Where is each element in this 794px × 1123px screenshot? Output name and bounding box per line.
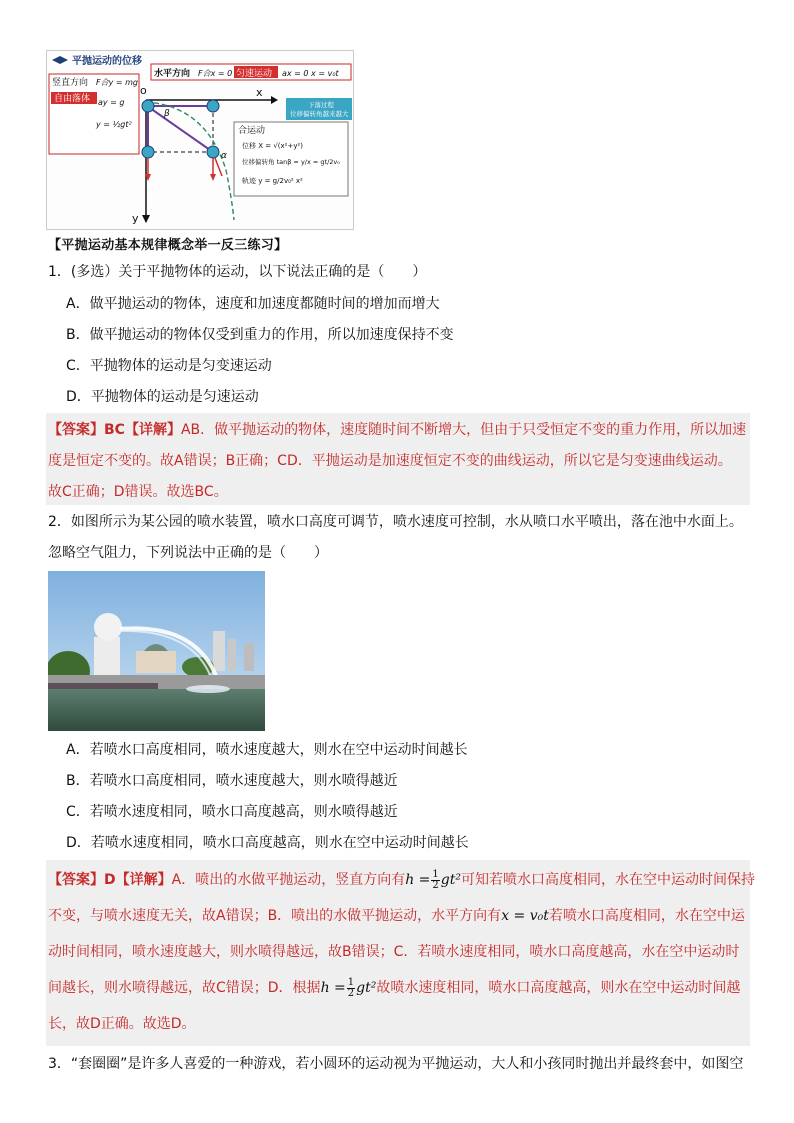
svg-text:α: α [221, 151, 227, 161]
y-formula: y = ½gt² [96, 120, 132, 129]
question-1-option-c: C．平抛物体的运动是匀变速运动 [66, 358, 272, 374]
question-2-option-d: D．若喷水速度相同，喷水口高度越高，则水在空中运动时间越长 [66, 835, 469, 851]
displacement-formula: 位移 X = √(x²+y²) [242, 142, 304, 150]
note-line-1: 下落过程 [308, 101, 334, 109]
horizontal-force: F合x = 0 [198, 69, 233, 78]
uniform-label: 匀速运动 [236, 69, 273, 79]
figure-title: 平抛运动的位移 [72, 56, 142, 67]
vertical-force: F合y = mg [96, 78, 138, 87]
question-2-option-a: A．若喷水口高度相同，喷水速度越大，则水在空中运动时间越长 [66, 742, 468, 758]
question-3-stem: 3．“套圈圈”是许多人喜爱的一种游戏，若小圆环的运动视为平抛运动，大人和小孩同时抛出并最终套中，如图空 [48, 1056, 744, 1072]
trajectory-formula: 轨迹 y = g/2v₀² x² [242, 177, 303, 185]
vertical-label: 竖直方向 [52, 78, 89, 88]
question-2-stem-line-2: 忽略空气阻力，下列说法中正确的是（ ） [48, 545, 328, 561]
note-line-2: 位移偏转角越来越大 [290, 110, 349, 118]
origin-label: o [140, 84, 147, 97]
x-axis-label: x [256, 86, 263, 99]
projectile-displacement-figure [46, 50, 354, 230]
fountain-photo [48, 571, 265, 731]
y-axis-label: y [132, 212, 139, 225]
ay-label: ay = g [98, 98, 125, 107]
answer-tag: 【答案】BC【详解】 [48, 422, 181, 438]
question-1-option-d: D．平抛物体的运动是匀速运动 [66, 389, 259, 405]
svg-text:β: β [164, 109, 170, 119]
question-2-stem-line-1: 2．如图所示为某公园的喷水装置，喷水口高度可调节，喷水速度可控制，水从喷口水平喷出，落在池中水面上。 [48, 514, 743, 530]
horizontal-label: 水平方向 [154, 69, 191, 79]
question-2-option-b: B．若喷水口高度相同，喷水速度越大，则水喷得越近 [66, 773, 398, 789]
combined-label: 合运动 [238, 126, 266, 136]
free-fall-label: 自由落体 [54, 94, 91, 104]
deflection-formula: 位移偏转角 tanβ = y/x = gt/2v₀ [242, 158, 340, 166]
question-2-answer: 【答案】D【详解】A．喷出的水做平抛运动，竖直方向有h = $\frac{1}{2}$ gt²可知若喷水口高度相同，水在空中运动时间保持 不变，与喷水速度无关，故A错误；B．喷出的水做平抛运动，水平方向有x = v₀t若喷水口高度相同，水在空中运 动时间相同，喷水速度越大，则水喷得越远，故B错误；C．若喷水速度相同，喷水口高度越高，水在空中运动时 间越长，则水喷得越远，故C错误；D．根据h = $\frac{1}{2}$ gt²故喷水速度相同，喷水口高度越高，则水在空中运动时间越 长，故D正确。故选D。 [46, 860, 750, 1046]
ax-label: ax = 0 x = v₀t [282, 69, 339, 78]
question-1-option-b: B．做平抛运动的物体仅受到重力的作用，所以加速度保持不变 [66, 327, 454, 343]
question-1-stem: 1．(多选）关于平抛物体的运动，以下说法正确的是（ ） [48, 264, 427, 280]
question-1-answer: 【答案】BC【详解】AB．做平抛运动的物体，速度随时间不断增大，但由于只受恒定不变的重力作用，所以加速 度是恒定不变的。故A错误；B正确；CD．平抛运动是加速度恒定不变的曲线运动，所以它是匀变速曲线运动。 故C正确；D错误。故选BC。 [46, 413, 750, 505]
question-1-option-a: A．做平抛运动的物体，速度和加速度都随时间的增加而增大 [66, 296, 440, 312]
question-2-option-c: C．若喷水速度相同，喷水口高度越高，则水喷得越近 [66, 804, 398, 820]
section-title: 【平抛运动基本规律概念举一反三练习】 [48, 238, 288, 253]
